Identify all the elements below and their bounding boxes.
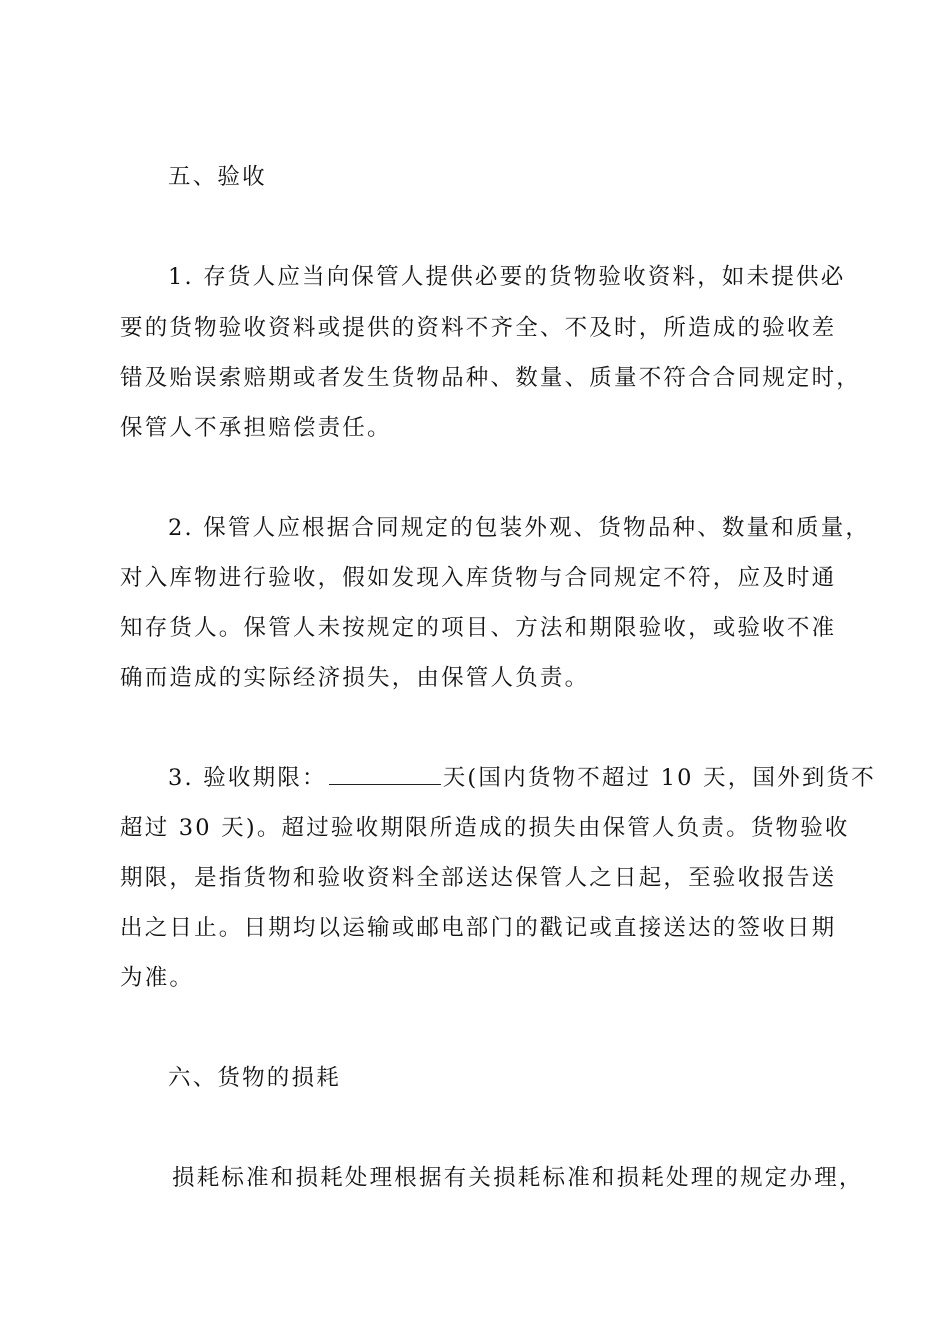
section-heading-acceptance: 五、验收 [168,164,267,190]
clause-3-first-line [168,763,876,793]
clause-1-line: 1. 存货人应当向保管人提供必要的货物验收资料，如未提供必 [168,264,846,290]
clause-1-line: 保管人不承担赔偿责任。 [120,415,392,441]
clause-3-line: 出之日止。日期均以运输或邮电部门的戳记或直接送达的签收日期 [120,915,837,941]
clause-3-prefix: 3. 验收期限： [168,765,327,791]
acceptance-period-blank[interactable] [329,764,441,785]
clause-2-line: 2. 保管人应根据合同规定的包装外观、货物品种、数量和质量， [168,515,871,541]
clause-3-line: 为准。 [120,965,195,991]
clause-3-line: 超过 30 天)。超过验收期限所造成的损失由保管人负责。货物验收 [120,815,850,841]
clause-1-line: 要的货物验收资料或提供的资料不齐全、不及时，所造成的验收差 [120,315,837,341]
clause-2-line: 确而造成的实际经济损失，由保管人负责。 [120,665,590,691]
clause-2-line: 对入库物进行验收，假如发现入库货物与合同规定不符，应及时通 [120,565,837,591]
clause-1-line: 错及贻误索赔期或者发生货物品种、数量、质量不符合合同规定时， [120,365,862,391]
loss-paragraph-line: 损耗标准和损耗处理根据有关损耗标准和损耗处理的规定办理， [172,1165,864,1191]
clause-3-suffix: 天(国内货物不超过 10 天，国外到货不 [442,765,876,791]
clause-3-line: 期限，是指货物和验收资料全部送达保管人之日起，至验收报告送 [120,865,837,891]
section-heading-loss: 六、货物的损耗 [168,1065,341,1091]
clause-2-line: 知存货人。保管人未按规定的项目、方法和期限验收，或验收不准 [120,615,837,641]
